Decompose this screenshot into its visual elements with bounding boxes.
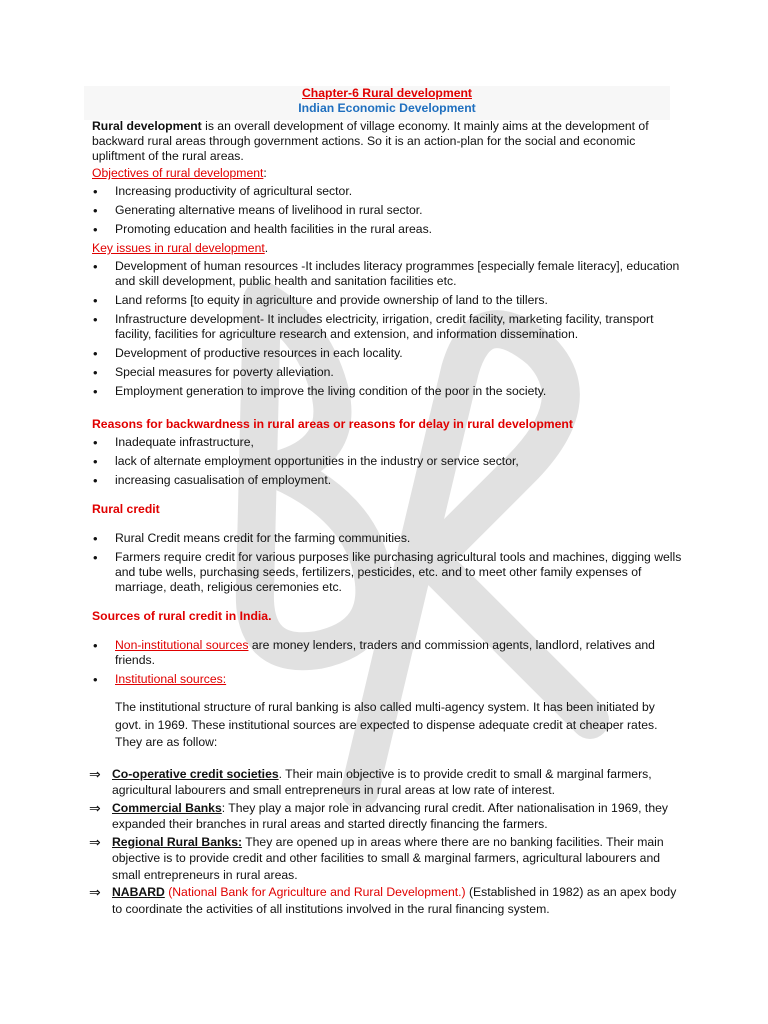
list-item: • Infrastructure development- It includes electricity, irrigation, credit facility, marketing facility, transport facility, facilities for agriculture research and extension, and information dissemination.: [92, 312, 682, 342]
list-item: • Development of productive resources in each locality.: [92, 346, 682, 361]
non-institutional-label: Non-institutional sources: [115, 638, 249, 652]
list-item: [92, 638, 682, 668]
list-item: • Increasing productivity of agricultural sector.: [92, 184, 682, 199]
intro-text: is an overall development of village economy. It mainly aims at the development of backward rural areas through government actions. So it is an action-plan for the social and economic upliftment of the rural areas.: [92, 119, 649, 163]
arrow-icon: ⇒: [89, 765, 101, 782]
list-item: • Farmers require credit for various purposes like purchasing agricultural tools and machines, digging wells and tube wells, purchasing seeds, fertilizers, pesticides, etc. and to meet other family expenses of marriage, death, religious ceremonies etc.: [92, 550, 682, 595]
arrow-icon: ⇒: [89, 799, 101, 816]
intro-term: Rural development: [92, 119, 202, 133]
coop-text: . Their main objective is to provide credit to small & marginal farmers, agricultural labourers and small entrepreneurs in rural areas at low rate of interest.: [112, 766, 652, 797]
key-issues-list: [92, 259, 682, 399]
list-item: [89, 884, 682, 917]
arrow-icon: ⇒: [89, 884, 101, 900]
institutional-label: Institutional sources:: [115, 672, 227, 686]
sources-list: [92, 638, 682, 687]
sources-heading: Sources of rural credit in India.: [92, 609, 272, 623]
objectives-heading: [92, 166, 682, 181]
key-issues-heading-label: Key issues in rural development: [92, 241, 265, 255]
key-issues-heading: [92, 241, 682, 256]
institutions-list: [89, 765, 682, 918]
list-item: [89, 799, 682, 833]
list-item: • Special measures for poverty alleviation.: [92, 365, 682, 380]
objectives-list: [92, 184, 682, 237]
commercial-banks-label: Commercial Banks: [112, 800, 222, 815]
document-page: [89, 86, 682, 918]
list-item: [89, 833, 682, 884]
objectives-heading-label: Objectives of rural development: [92, 166, 264, 180]
backwardness-heading: Reasons for backwardness in rural areas or reasons for delay in rural development: [92, 417, 573, 431]
arrow-icon: ⇒: [89, 833, 101, 850]
nabard-full-name: (National Bank for Agriculture and Rural Development.): [164, 885, 466, 899]
book-subtitle: Indian Economic Development: [298, 101, 476, 115]
list-item: [92, 672, 682, 687]
institutional-paragraph: The institutional structure of rural banking is also called multi-agency system. It has been initiated by govt. in 1969. These institutional sources are expected to dispense adequate credit at cheaper rates. They are as follow:: [115, 700, 658, 749]
coop-label: Co-operative credit societies: [112, 766, 279, 781]
list-item: • Land reforms [to equity in agriculture and provide ownership of land to the tillers.: [92, 293, 682, 308]
list-item: • Promoting education and health facilities in the rural areas.: [92, 222, 682, 237]
backwardness-list: [92, 435, 682, 488]
list-item: • Rural Credit means credit for the farming communities.: [92, 531, 682, 546]
commercial-banks-text: : They play a major role in advancing rural credit. After nationalisation in 1969, they expanded their branches in rural areas and started directly financing the farmers.: [112, 800, 668, 831]
rrb-text: They are opened up in areas where there are no banking facilities. Their main objective is to provide credit and other facilities to small & marginal farmers, agricultural labourers and small entrepreneurs in rural areas.: [112, 834, 664, 882]
list-item: • Generating alternative means of livelihood in rural sector.: [92, 203, 682, 218]
rural-credit-list: [92, 531, 682, 595]
rural-credit-heading: Rural credit: [92, 502, 160, 516]
rrb-label: Regional Rural Banks:: [112, 834, 243, 849]
list-item: • Development of human resources -It includes literacy programmes [especially female literacy], education and skill development, public health and sanitation facilities etc.: [92, 259, 682, 289]
list-item: [89, 765, 682, 799]
non-institutional-text: are money lenders, traders and commission agents, landlord, relatives and friends.: [115, 638, 655, 667]
list-item: • increasing casualisation of employment.: [92, 473, 682, 488]
key-issues-heading-suffix: .: [264, 241, 269, 255]
intro-paragraph: [92, 119, 682, 164]
list-item: • Inadequate infrastructure,: [92, 435, 682, 450]
nabard-label: NABARD: [112, 885, 165, 899]
objectives-heading-suffix: :: [263, 166, 267, 180]
chapter-title: Chapter-6 Rural development: [302, 86, 472, 100]
list-item: • lack of alternate employment opportunities in the industry or service sector,: [92, 454, 682, 469]
list-item: • Employment generation to improve the living condition of the poor in the society.: [92, 384, 682, 399]
nabard-text: (Established in 1982) as an apex body to coordinate the activities of all institutions involved in the rural financing system.: [112, 885, 677, 916]
